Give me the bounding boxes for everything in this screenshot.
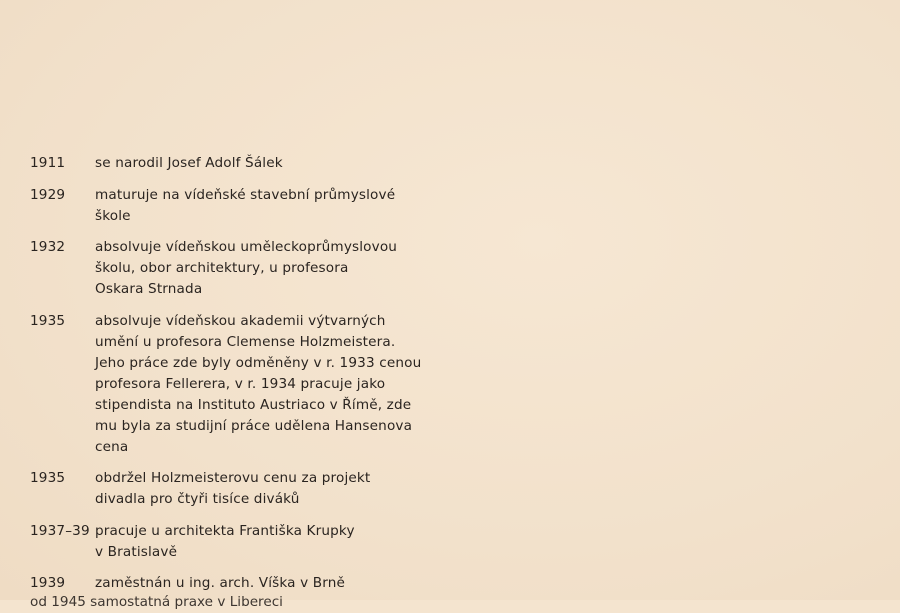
entry-line: škole xyxy=(95,207,131,224)
entry-text xyxy=(95,521,440,563)
entry-line: Oskara Strnada xyxy=(95,281,203,297)
timeline-entry xyxy=(30,521,450,563)
entry-line: absolvuje vídeňskou uměleckoprůmyslovou xyxy=(95,239,398,255)
timeline-entry xyxy=(30,468,450,510)
timeline-entry xyxy=(30,185,450,227)
entry-line: mu byla za studijní práce udělena Hansenova xyxy=(95,417,413,434)
timeline-entry xyxy=(30,153,450,174)
entry-year: 1939 xyxy=(30,575,66,591)
entry-line: maturuje na vídeňské stavební průmyslové xyxy=(95,186,396,203)
entry-text xyxy=(95,185,440,227)
entry-line: obdržel Holzmeisterovu cenu za projekt xyxy=(95,470,371,486)
entry-line: pracuje u architekta Františka Krupky xyxy=(95,522,355,539)
entry-line: umění u profesora Clemense Holzmeistera. xyxy=(95,333,396,350)
entry-text xyxy=(95,468,440,510)
entry-line: školu, obor architektury, u profesora xyxy=(95,260,349,276)
cutoff-line: od 1945 samostatná praxe v Libereci xyxy=(30,594,283,610)
entry-year: 1932 xyxy=(30,239,66,255)
entry-text xyxy=(95,237,440,300)
entry-line: absolvuje vídeňskou akademii výtvarných xyxy=(95,312,386,329)
entry-line: v Bratislavě xyxy=(95,543,178,560)
entry-year: 1929 xyxy=(30,186,66,203)
timeline-entry xyxy=(30,237,450,300)
entry-line: profesora Fellerera, v r. 1934 pracuje jako xyxy=(95,375,386,392)
entry-year: 1937–39 xyxy=(30,522,90,539)
entry-line: divadla pro čtyři tisíce diváků xyxy=(95,491,300,507)
entry-year: 1935 xyxy=(30,470,66,486)
entry-line: Jeho práce zde byly odměněny v r. 1933 cenou xyxy=(95,354,422,371)
timeline-entry xyxy=(30,311,450,458)
entry-line: cena xyxy=(95,438,129,455)
entry-line: stipendista na Instituto Austriaco v Římě, zde xyxy=(95,396,412,413)
entry-text xyxy=(95,311,440,458)
entry-text xyxy=(95,153,440,174)
entry-year: 1935 xyxy=(30,312,66,329)
entry-line: se narodil Josef Adolf Šálek xyxy=(95,155,283,171)
entry-year: 1911 xyxy=(30,155,66,171)
biography-timeline xyxy=(30,153,450,605)
timeline-entry xyxy=(30,573,450,594)
entry-text xyxy=(95,573,440,594)
entry-line: zaměstnán u ing. arch. Víška v Brně xyxy=(95,575,346,591)
